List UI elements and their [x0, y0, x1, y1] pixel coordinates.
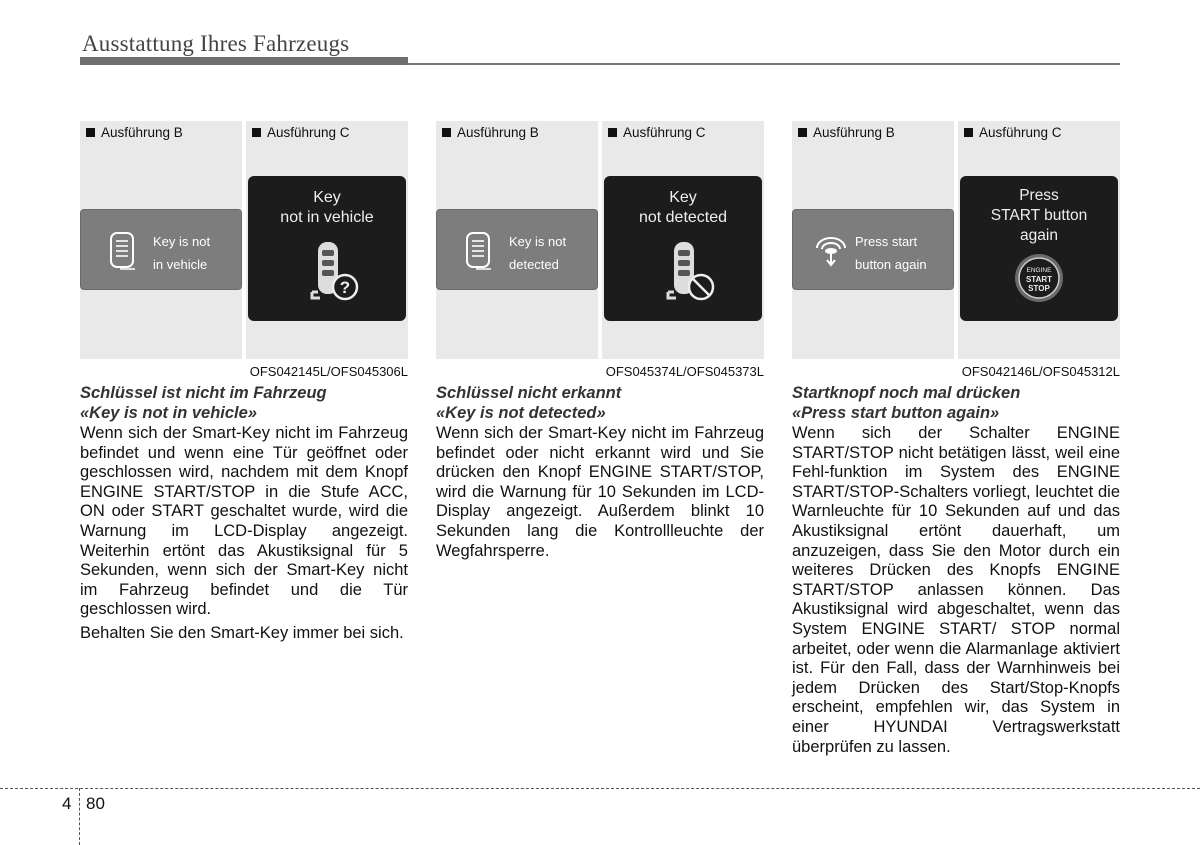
variant-label: Ausführung C — [964, 125, 1062, 140]
engine-button-text: ENGINE — [1026, 267, 1052, 274]
lcd-text-line: detected — [509, 257, 559, 272]
lcd-text-line: Key is not — [153, 234, 211, 249]
figure — [792, 121, 1120, 379]
page-header-title: Ausstattung Ihres Fahrzeugs — [82, 31, 350, 56]
panel-variant-b — [80, 121, 242, 359]
header-rule-thick — [80, 57, 408, 65]
lcd-text-line: Press — [1019, 187, 1059, 204]
lcd-text-line: START button — [990, 207, 1088, 224]
figure-code: OFS042145L/OFS045306L — [249, 364, 408, 379]
engine-button-text: START — [1025, 275, 1053, 284]
panel-variant-c — [958, 121, 1120, 359]
section-heading: Schlüssel ist nicht im Fahrzeug «Key is not in vehicle» — [80, 384, 327, 422]
paragraph: Behalten Sie den Smart-Key immer bei sich. — [80, 623, 404, 642]
variant-label: Ausführung C — [252, 125, 350, 140]
lcd-text-line: Key — [313, 189, 341, 206]
press-button-icon — [811, 234, 851, 273]
paragraph: Wenn sich der Smart-Key nicht im Fahrzeug befindet und wenn eine Tür geöffnet oder geschlossen wird, nachdem mit dem Knopf ENGINE START/STOP in die Stufe ACC, ON oder START geschaltet wurde, wird die Warnung im LCD-Display angezeigt. Weiterhin ertönt das Akustiksignal für 5 Sekunden, wenn sich der Smart-Key nicht im Fahrzeug befindet und die Tür geschlossen wird. — [80, 424, 408, 619]
lcd-display-c — [248, 176, 406, 321]
section-press-start-again — [792, 121, 1120, 761]
footer-rule — [0, 788, 1200, 789]
lcd-text-line: not in vehicle — [280, 209, 374, 226]
chapter-number: 4 — [62, 794, 72, 813]
key-fob-question-icon — [298, 236, 368, 311]
panel-variant-b — [436, 121, 598, 359]
lcd-display-b — [436, 209, 598, 290]
lcd-text-line: Key is not — [509, 234, 567, 249]
lcd-text-line: not detected — [638, 209, 728, 226]
variant-label: Ausführung B — [442, 125, 539, 140]
section-heading: Schlüssel nicht erkannt «Key is not detected» — [436, 384, 622, 422]
smart-key-icon — [109, 232, 137, 275]
paragraph: Wenn sich der Smart-Key nicht im Fahrzeug befindet oder nicht erkannt wird und Sie drücken den Knopf ENGINE START/STOP, wird die Warnung für 10 Sekunden im LCD-Display angezeigt. Außerdem blinkt 10 Sekunden lang die Kontrollleuchte der Wegfahrsperre. — [436, 424, 764, 560]
lcd-text-line: Press start — [855, 234, 918, 249]
panel-variant-c — [602, 121, 764, 359]
section-body — [792, 424, 1120, 757]
figure-code: OFS042146L/OFS045312L — [961, 364, 1120, 379]
section-key-not-detected — [436, 121, 764, 565]
variant-label: Ausführung C — [608, 125, 706, 140]
lcd-display-b — [80, 209, 242, 290]
key-fob-prohibited-icon — [654, 236, 724, 311]
smart-key-icon — [465, 232, 493, 275]
section-key-not-in-vehicle — [80, 121, 408, 648]
section-body — [436, 424, 764, 561]
section-body — [80, 424, 408, 644]
figure — [436, 121, 764, 379]
header-rule-thin — [408, 63, 1120, 65]
panel-variant-b — [792, 121, 954, 359]
svg-text:?: ? — [339, 278, 351, 297]
lcd-text-line: again — [1020, 227, 1058, 244]
lcd-display-b — [792, 209, 954, 290]
engine-button-text: STOP — [1028, 284, 1050, 293]
variant-label: Ausführung B — [798, 125, 895, 140]
page-number: 80 — [86, 794, 105, 813]
panel-variant-c — [246, 121, 408, 359]
engine-start-stop-icon — [1013, 252, 1065, 309]
lcd-text-line: button again — [855, 257, 927, 272]
paragraph: Wenn sich der Schalter ENGINE START/STOP nicht betätigen lässt, weil eine Fehl-funktion im System des ENGINE START/STOP-Schalters vorliegt, leuchtet die Warnleuchte für 10 Sekunden auf und das Akustiksignal ertönt dauerhaft, um anzuzeigen, dass Sie den Motor durch ein weiteres Drücken des Knopfs ENGINE START/STOP anlassen können. Das Akustiksignal wird abgeschaltet, wenn das System ENGINE START/ STOP normal arbeitet, oder wenn die Alarmanlage aktiviert ist. Für den Fall, dass der Warnhinweis bei jedem Drücken des Start/Stop-Knopfs erscheint, empfehlen wir, das System in einer HYUNDAI Vertragswerkstatt überprüfen zu lassen. — [792, 424, 1120, 756]
lcd-display-c — [604, 176, 762, 321]
lcd-text-line: in vehicle — [153, 257, 208, 272]
lcd-text-line: Key — [669, 189, 697, 206]
section-heading: Startknopf noch mal drücken «Press start button again» — [792, 384, 1021, 422]
lcd-display-c — [960, 176, 1118, 321]
figure-code: OFS045374L/OFS045373L — [605, 364, 764, 379]
footer-divider — [79, 788, 80, 845]
figure — [80, 121, 408, 379]
variant-label: Ausführung B — [86, 125, 183, 140]
